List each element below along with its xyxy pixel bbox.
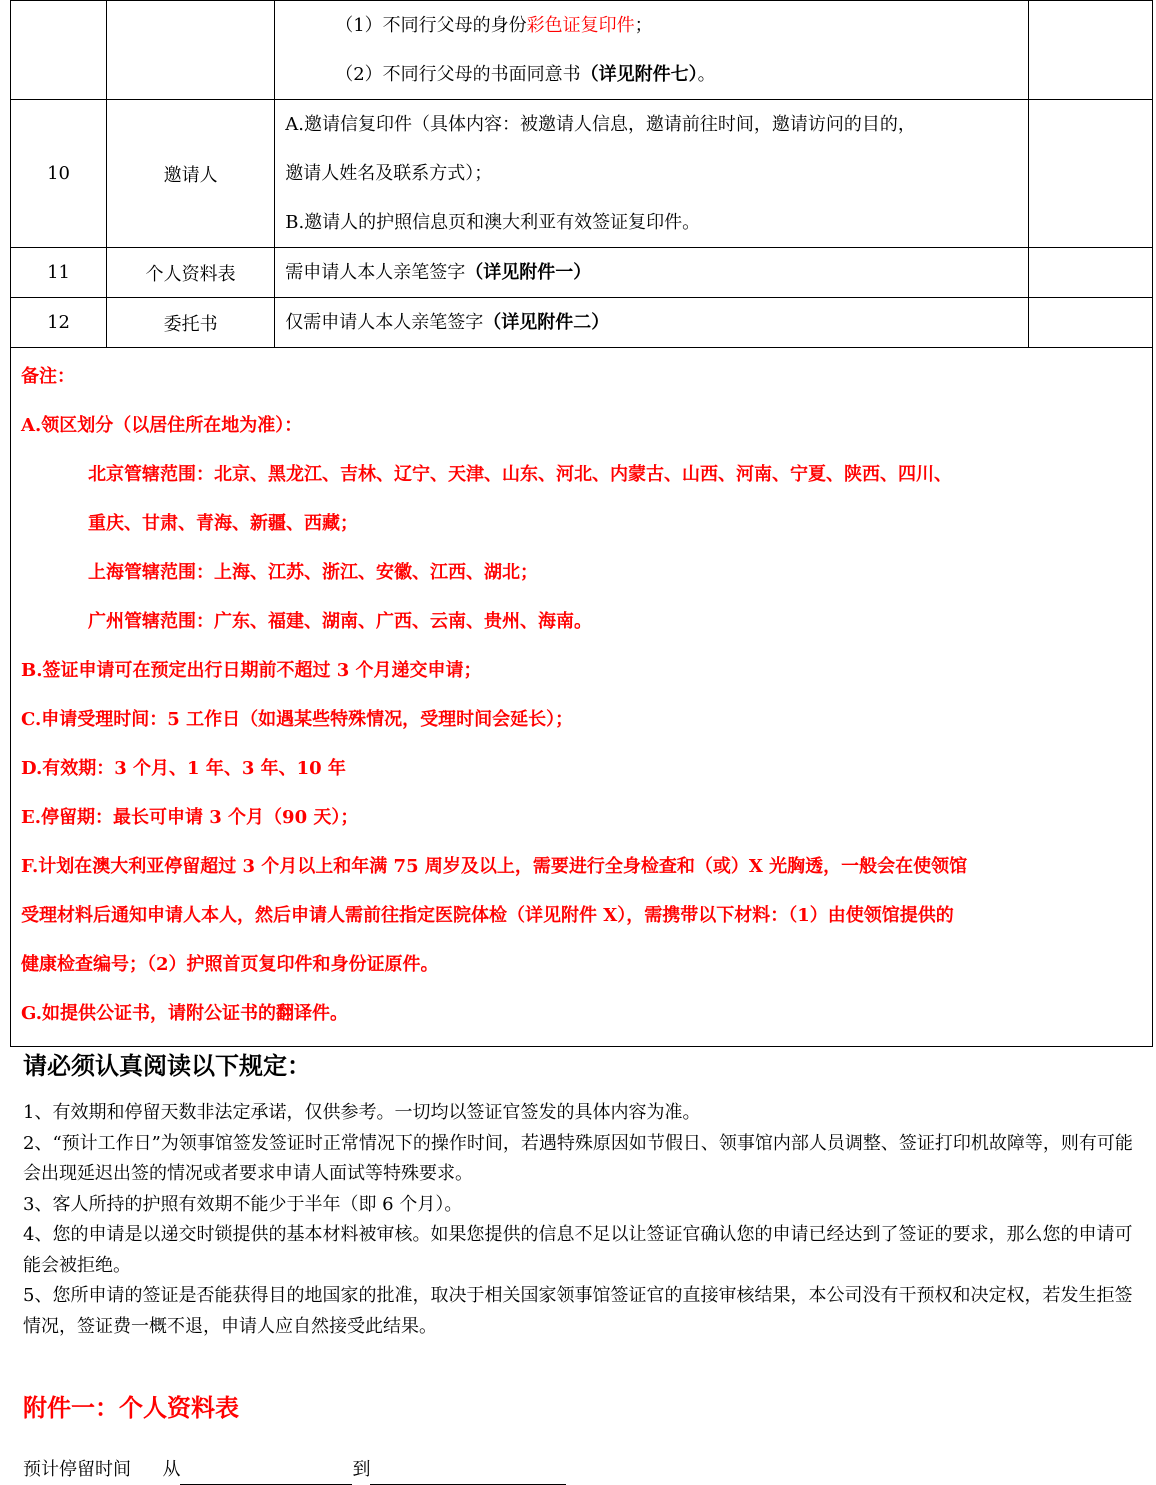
remark-beijing-cont: 重庆、甘肃、青海、新疆、西藏； xyxy=(88,513,358,534)
requirement-line: A.邀请信复印件（具体内容：被邀请人信息，邀请前往时间，邀请访问的目的， xyxy=(285,114,916,135)
remark-beijing: 北京管辖范围：北京、黑龙江、吉林、辽宁、天津、山东、河北、内蒙古、山西、河南、宁夏、陕西、四川、 xyxy=(88,464,952,485)
row-item-cell: 邀请人 xyxy=(107,100,275,248)
remarks-cell xyxy=(11,348,1153,1047)
remark-b: B.签证申请可在预定出行日期前不超过 3 个月递交申请； xyxy=(21,660,482,681)
row-requirement-cell xyxy=(275,100,1029,248)
remark-d: D.有效期：3 个月、1 年、3 年、10 年 xyxy=(21,758,346,779)
row-requirement-cell xyxy=(275,298,1029,348)
remark-shanghai: 上海管辖范围：上海、江苏、浙江、安徽、江西、湖北； xyxy=(88,562,538,583)
row-requirement-cell xyxy=(275,248,1029,298)
stay-period-label: 预计停留时间 xyxy=(23,1459,131,1480)
rule-item: 5、您所申请的签证是否能获得目的地国家的批准，取决于相关国家领事馆签证官的直接审核结果，本公司没有干预权和决定权，若发生拒签情况，签证费一概不退，申请人应自然接受此结果。 xyxy=(23,1285,1133,1337)
requirement-line: 需申请人本人亲笔签字（详见附件一） xyxy=(285,262,592,283)
row-item-cell: 委托书 xyxy=(107,298,275,348)
table-row xyxy=(11,298,1153,348)
row-note-cell xyxy=(1028,248,1152,298)
remark-f-cont: 健康检查编号；（2）护照首页复印件和身份证原件。 xyxy=(21,954,439,975)
remarks-row xyxy=(11,348,1153,1047)
requirement-line: （1）不同行父母的身份彩色证复印件； xyxy=(335,15,653,36)
remark-a: A.领区划分（以居住所在地为准）： xyxy=(21,415,303,436)
row-note-cell xyxy=(1028,1,1152,100)
rules-title: 请必须认真阅读以下规定： xyxy=(23,1051,311,1080)
table-row xyxy=(11,1,1153,100)
row-note-cell xyxy=(1028,298,1152,348)
remark-guangzhou: 广州管辖范围：广东、福建、湖南、广西、云南、贵州、海南。 xyxy=(88,611,592,632)
row-number-cell: 10 xyxy=(11,100,107,248)
row-number-cell xyxy=(11,1,107,100)
rule-item: 3、客人所持的护照有效期不能少于半年（即 6 个月）。 xyxy=(23,1193,463,1215)
highlight-text: 彩色证复印件 xyxy=(526,15,635,36)
rule-item: 1、有效期和停留天数非法定承诺，仅供参考。一切均以签证官签发的具体内容为准。 xyxy=(23,1102,701,1123)
rules-list xyxy=(23,1098,1148,1342)
annex-reference: （详见附件七） xyxy=(580,64,698,85)
document xyxy=(10,0,1153,1047)
materials-table xyxy=(10,0,1153,1047)
annex-reference: （详见附件一） xyxy=(465,262,592,283)
annex-title: 附件一：个人资料表 xyxy=(23,1393,239,1422)
remark-e: E.停留期：最长可申请 3 个月（90 天）； xyxy=(21,807,359,828)
row-requirement-cell xyxy=(275,1,1029,100)
row-number-cell: 11 xyxy=(11,248,107,298)
stay-period-line xyxy=(23,1455,566,1485)
remark-c: C.申请受理时间：5 工作日（如遇某些特殊情况，受理时间会延长）； xyxy=(21,709,574,730)
table-row xyxy=(11,248,1153,298)
requirement-line: B.邀请人的护照信息页和澳大利亚有效签证复印件。 xyxy=(285,212,701,233)
from-label: 从 xyxy=(162,1459,181,1480)
row-item-cell: 个人资料表 xyxy=(107,248,275,298)
remark-f-cont: 受理材料后通知申请人本人，然后申请人需前往指定医院体检（详见附件 X），需携带以下材料：（1）由使领馆提供的 xyxy=(21,905,954,926)
from-date-field[interactable] xyxy=(180,1462,352,1485)
annex-reference: （详见附件二） xyxy=(483,312,610,333)
table-row xyxy=(11,100,1153,248)
row-item-cell xyxy=(107,1,275,100)
requirement-line: （2）不同行父母的书面同意书（详见附件七）。 xyxy=(335,64,716,85)
to-date-field[interactable] xyxy=(370,1462,566,1485)
remark-f: F.计划在澳大利亚停留超过 3 个月以上和年满 75 周岁及以上，需要进行全身检查和（或）X 光胸透，一般会在使领馆 xyxy=(21,856,968,877)
row-number-cell: 12 xyxy=(11,298,107,348)
requirement-line: 邀请人姓名及联系方式）； xyxy=(285,163,493,184)
requirement-line: 仅需申请人本人亲笔签字（详见附件二） xyxy=(285,312,610,333)
rule-item: 4、您的申请是以递交时锁提供的基本材料被审核。如果您提供的信息不足以让签证官确认您的申请已经达到了签证的要求，那么您的申请可能会被拒绝。 xyxy=(23,1224,1133,1276)
rule-item: 2、“预计工作日”为领事馆签发签证时正常情况下的操作时间，若遇特殊原因如节假日、领事馆内部人员调整、签证打印机故障等，则有可能会出现延迟出签的情况或者要求申请人面试等特殊要求。 xyxy=(23,1132,1133,1184)
to-label: 到 xyxy=(352,1459,371,1480)
row-note-cell xyxy=(1028,100,1152,248)
remark-g: G.如提供公证书，请附公证书的翻译件。 xyxy=(21,1003,348,1024)
remarks-heading: 备注： xyxy=(21,366,75,387)
